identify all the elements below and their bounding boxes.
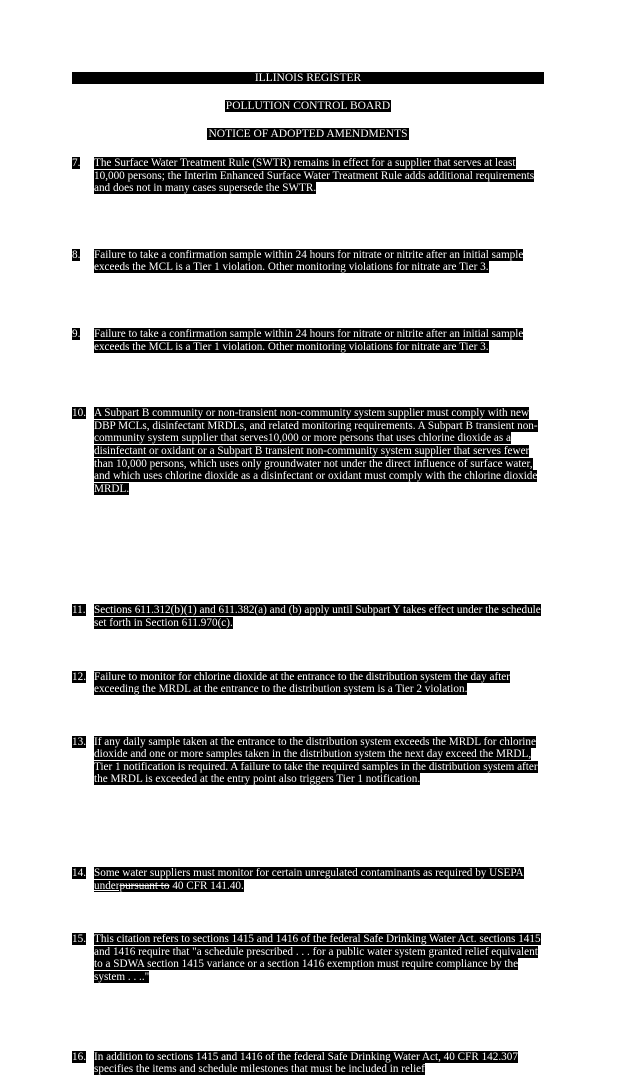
note-text: If any daily sample taken at the entrance to the distribution system exceeds the MRDL for chlorine dioxide and one or more samples taken in the distribution system the next day exceed the MRDL, Tier 1 notification is required. A failure to take the required samples in the distribution system after the MRDL is exceeded at the entry point also triggers Tier 1 notification. xyxy=(94,735,538,786)
note-number: 16. xyxy=(72,1050,86,1063)
note-text: Sections 611.312(b)(1) and 611.382(a) and (b) apply until Subpart Y takes effect under the schedule set forth in Section 611.970(c). xyxy=(94,604,541,629)
note-13 xyxy=(72,736,546,786)
note-number: 15. xyxy=(72,933,86,946)
note-text: Some water suppliers must monitor for certain unregulated contaminants as required by USEPA underpursuant to 40 CFR 141.40. xyxy=(94,867,524,892)
note-text: Failure to take a confirmation sample within 24 hours for nitrate or nitrite after an initial sample exceeds the MCL is a Tier 1 violation. Other monitoring violations for nitrate are Tier 3. xyxy=(94,327,524,353)
note-text: Failure to monitor for chlorine dioxide at the entrance to the distribution system the day after exceeding the MRDL at the entrance to the distribution system is a Tier 2 violation. xyxy=(94,670,510,696)
note-9 xyxy=(72,328,546,353)
note-11 xyxy=(72,604,546,629)
note-text: This citation refers to sections 1415 and 1416 of the federal Safe Drinking Water Act. sections 1415 and 1416 require that "a schedule prescribed . . . for a public water system granted relief equivalent to a SDWA section 1415 variance or a section 1416 exemption must require compliance by the system . . .." xyxy=(94,933,541,984)
note-number: 14. xyxy=(72,867,86,880)
note-14 xyxy=(72,867,546,892)
note-text: In addition to sections 1415 and 1416 of the federal Safe Drinking Water Act, 40 CFR 142.307 specifies the items and schedule milestones that must be included in relief xyxy=(94,1050,518,1076)
notice-title: NOTICE OF ADOPTED AMENDMENTS xyxy=(208,128,408,140)
agency-title: POLLUTION CONTROL BOARD xyxy=(225,100,391,112)
note-number: 12. xyxy=(72,670,86,683)
note-text: The Surface Water Treatment Rule (SWTR) remains in effect for a supplier that serves at least 10,000 persons; the Interim Enhanced Surface Water Treatment Rule adds additional requirements and does not in many cases supersede the SWTR. xyxy=(94,157,535,195)
note-number: 10. xyxy=(72,407,86,420)
inserted-text: under xyxy=(94,879,120,892)
note-10 xyxy=(72,407,546,495)
deleted-text: pursuant to xyxy=(119,879,170,892)
note-8 xyxy=(72,249,546,274)
note-12 xyxy=(72,671,546,696)
note-number: 11. xyxy=(72,604,86,617)
note-number: 8. xyxy=(72,248,81,261)
note-7 xyxy=(72,157,546,195)
note-16 xyxy=(72,1051,546,1076)
note-number: 13. xyxy=(72,735,86,748)
note-text: Failure to take a confirmation sample within 24 hours for nitrate or nitrite after an initial sample exceeds the MCL is a Tier 1 violation. Other monitoring violations for nitrate are Tier 3. xyxy=(94,248,524,274)
note-number: 7. xyxy=(72,157,81,169)
notes-list xyxy=(72,157,546,1076)
page-header xyxy=(72,72,544,140)
note-15 xyxy=(72,933,546,983)
note-number: 9. xyxy=(72,327,81,340)
register-title: ILLINOIS REGISTER xyxy=(72,72,544,84)
note-text: A Subpart B community or non-transient non-community system supplier must comply with new DBP MCLs, disinfectant MRDLs, and related monitoring requirements. A Subpart B transient non-community system supplier that serves10,000 or more persons that uses chlorine dioxide as a disinfectant or oxidant or a Subpart B transient non-community system supplier that serves fewer than 10,000 persons, which uses only groundwater not under the direct influence of surface water, and which uses chlorine dioxide as a disinfectant or oxidant must comply with the chlorine dioxide MRDL. xyxy=(94,407,538,495)
